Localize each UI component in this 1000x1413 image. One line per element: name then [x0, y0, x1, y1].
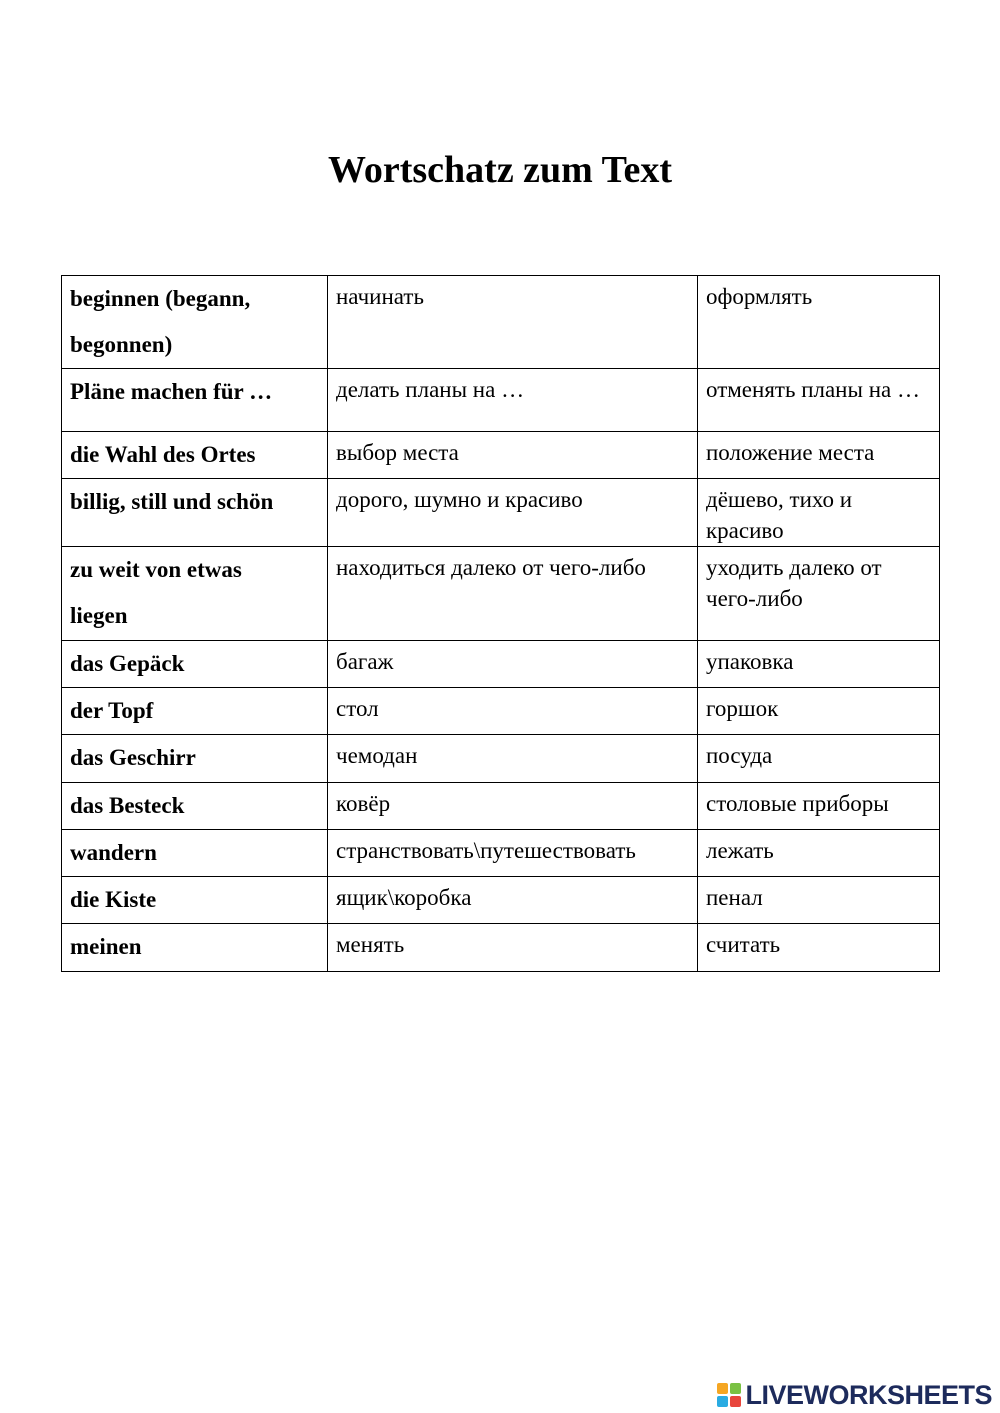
german-word: die Wahl des Ortes: [62, 432, 328, 479]
table-row: [62, 641, 940, 688]
german-word: wandern: [62, 830, 328, 877]
translation-option-2: уходить далеко от чего-либо: [698, 547, 940, 641]
translation-option-1: ящик\коробка: [328, 877, 698, 924]
translation-option-1: дорого, шумно и красиво: [328, 479, 698, 547]
vocabulary-table: [61, 275, 940, 972]
logo-text: LIVEWORKSHEETS: [745, 1379, 992, 1410]
translation-option-1: чемодан: [328, 735, 698, 783]
translation-option-1: ковёр: [328, 783, 698, 830]
translation-option-1: стол: [328, 688, 698, 735]
translation-option-1: менять: [328, 924, 698, 972]
translation-option-1: находиться далеко от чего-либо: [328, 547, 698, 641]
german-word: beginnen (begann, begonnen): [62, 276, 328, 369]
german-word: das Geschirr: [62, 735, 328, 783]
table-row: [62, 276, 940, 369]
translation-option-2: положение места: [698, 432, 940, 479]
translation-option-2: горшок: [698, 688, 940, 735]
german-word: der Topf: [62, 688, 328, 735]
table-row: [62, 924, 940, 972]
translation-option-2: лежать: [698, 830, 940, 877]
table-row: [62, 735, 940, 783]
table-row: [62, 830, 940, 877]
translation-option-2: дёшево, тихо и красиво: [698, 479, 940, 547]
german-word: meinen: [62, 924, 328, 972]
german-word: Pläne machen für …: [62, 369, 328, 432]
translation-option-2: столовые приборы: [698, 783, 940, 830]
table-row: [62, 369, 940, 432]
german-word: billig, still und schön: [62, 479, 328, 547]
translation-option-1: багаж: [328, 641, 698, 688]
table-row: [62, 688, 940, 735]
translation-option-2: оформлять: [698, 276, 940, 369]
logo-mark-icon: [717, 1383, 741, 1407]
liveworksheets-logo: [717, 1378, 992, 1412]
german-word: das Gepäck: [62, 641, 328, 688]
translation-option-2: посуда: [698, 735, 940, 783]
translation-option-2: считать: [698, 924, 940, 972]
translation-option-1: странствовать\путешествовать: [328, 830, 698, 877]
translation-option-1: начинать: [328, 276, 698, 369]
table-row: [62, 877, 940, 924]
translation-option-1: делать планы на …: [328, 369, 698, 432]
german-word: die Kiste: [62, 877, 328, 924]
translation-option-2: отменять планы на …: [698, 369, 940, 432]
table-row: [62, 783, 940, 830]
table-row: [62, 432, 940, 479]
translation-option-2: пенал: [698, 877, 940, 924]
page-title: Wortschatz zum Text: [327, 149, 673, 191]
table-row: [62, 547, 940, 641]
table-row: [62, 479, 940, 547]
translation-option-1: выбор места: [328, 432, 698, 479]
german-word: das Besteck: [62, 783, 328, 830]
translation-option-2: упаковка: [698, 641, 940, 688]
german-word: zu weit von etwas liegen: [62, 547, 328, 641]
